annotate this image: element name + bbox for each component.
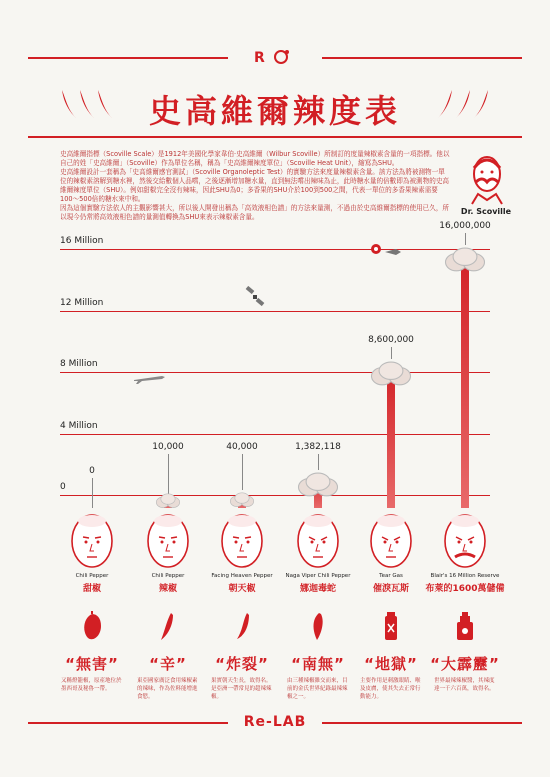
- face-icon: [140, 507, 196, 573]
- item-description: 東亞國家廣泛食用辣椒素的辣味，作為佐料能增進食慾。: [137, 678, 198, 700]
- airplane-icon: [132, 372, 166, 384]
- data-label: 8,600,000: [368, 334, 414, 345]
- intro-paragraph: 史高維爾指標（Scoville Scale）是1912年美國化學家韋伯·史高維爾（Wilbur Scoville）所制訂的度量辣椒素含量的一項指標。他以自己的姓「史高維爾」（Scoville）作為單位名稱，稱為「史高維爾辣度單位」（Scoville Heat Unit），縮寫為SHU。: [60, 150, 450, 167]
- item-description: 果實朝天生長，故得名。是亞洲一帶常見的超辣辣椒。: [211, 678, 272, 700]
- item-chinese-name: 辣椒: [158, 584, 177, 594]
- sauce-bottle-icon: [452, 610, 478, 642]
- top-rule-right: [322, 57, 522, 59]
- heat-beam-bar: [461, 249, 469, 508]
- dr-scoville-portrait-icon: [462, 150, 512, 206]
- explosion-cloud-icon: [296, 472, 340, 498]
- face-icon: [437, 507, 493, 573]
- explosion-cloud-icon: [369, 361, 413, 387]
- y-tick-label: 8 Million: [60, 359, 98, 369]
- bottom-rule-right: [322, 722, 522, 724]
- heat-verdict: “南無”: [291, 655, 345, 673]
- y-tick-label: 12 Million: [60, 298, 104, 308]
- gridline-0: [60, 495, 490, 496]
- item-chinese-name: 布萊的1600萬儲備: [425, 584, 505, 594]
- data-label: 16,000,000: [439, 221, 491, 231]
- face-icon: [290, 507, 346, 573]
- value-leader-line: [465, 233, 466, 245]
- item-english-name: Chili Pepper: [151, 573, 185, 579]
- explosion-cloud-icon: [443, 247, 487, 273]
- chili-pepper-icon: [229, 610, 255, 642]
- face-icon: [363, 507, 419, 573]
- face-icon: [214, 507, 270, 573]
- data-label: 40,000: [226, 442, 258, 452]
- item-chinese-name: 朝天椒: [228, 584, 256, 594]
- value-leader-line: [318, 454, 319, 470]
- y-tick-label: 16 Million: [60, 236, 104, 246]
- chili-pepper-icon: [305, 610, 331, 642]
- data-label: 0: [89, 466, 95, 476]
- chili-decoration-right-icon: [432, 86, 492, 122]
- intro-paragraph: 因為這個實驗方法依人的主觀影響甚大，所以後人開發出稱為「高效液相色譜」的方法來量測，不過由於史高維爾指標的使用已久，所以現今仍常將高效液相色譜的量測值轉換為SHU來表示辣椒素含量。: [60, 204, 450, 221]
- face-icon: [64, 507, 120, 573]
- portrait-label: Dr. Scoville: [460, 207, 512, 216]
- intro-paragraph: 史高維爾設計一套稱為「史高維爾感官測試」（Scoville Organoleptic Test）的實驗方法來度量辣椒素含量。該方法為將被測物一單位的辣椒素溶解到糖水裡，然後交給數個人品嚐，之後逐漸增加糖水量，直到無法嚐出辣味為止，此時糖水量的倍數即為被測物的史高維爾辣度單位（SHU）。例如甜椒完全沒有辣味，因此SHU為0；多香果的SHU介於100到500之間，代表一單位的多香果辣素需要100～500倍的糖水來中和。: [60, 168, 450, 203]
- item-chinese-name: 娜迦毒蛇: [299, 584, 336, 594]
- page-title: 史高維爾辣度表: [148, 92, 401, 130]
- svg-text:R: R: [254, 50, 265, 65]
- item-chinese-name: 甜椒: [82, 584, 101, 594]
- item-description: 世界最辣辣椒醬，其辣度達一千六百萬，故得名。: [434, 678, 495, 692]
- item-description: 又稱燈籠椒，原產地位於墨西哥及秘魯一帶。: [61, 678, 122, 692]
- y-tick-label: 4 Million: [60, 421, 98, 431]
- logo-bottom: Re-LAB: [243, 714, 307, 730]
- gridline-16m: [60, 249, 490, 250]
- item-english-name: Blair's 16 Million Reserve: [430, 573, 500, 579]
- explosion-cloud-icon: [229, 492, 255, 508]
- item-english-name: Facing Heaven Pepper: [211, 573, 273, 579]
- chili-pepper-icon: [79, 610, 105, 642]
- value-leader-line: [391, 347, 392, 359]
- item-english-name: Chili Pepper: [75, 573, 109, 579]
- value-leader-line: [242, 454, 243, 490]
- data-label: 10,000: [152, 442, 184, 452]
- alien-spaceship-icon: [370, 243, 382, 255]
- item-english-name: Naga Viper Chili Pepper: [285, 573, 351, 579]
- top-rule-left: [28, 57, 228, 59]
- data-label: 1,382,118: [295, 442, 341, 452]
- heat-verdict: “大霹靂”: [430, 655, 500, 673]
- value-leader-line: [92, 478, 93, 508]
- rocket-icon: [384, 247, 402, 257]
- gridline-8m: [60, 372, 490, 373]
- heat-verdict: “無害”: [65, 655, 119, 673]
- title-underline: [28, 136, 522, 138]
- tear-gas-canister-icon: [378, 610, 404, 642]
- item-description: 主要作用是刺激眼睛、喉及皮膚，使其失去正常行動能力。: [360, 678, 421, 700]
- gridline-12m: [60, 311, 490, 312]
- intro-text: [60, 150, 450, 222]
- item-english-name: Tear Gas: [379, 573, 403, 579]
- satellite-icon: [244, 286, 266, 308]
- relab-mark-icon: [254, 49, 296, 65]
- heat-verdict: “辛”: [149, 655, 187, 673]
- item-description: 由三種辣椒雜交而來，目前的金氏世界紀錄最辣辣椒之一。: [287, 678, 348, 700]
- y-tick-label: 0: [60, 482, 66, 492]
- heat-verdict: “炸裂”: [215, 655, 269, 673]
- logo-top: [254, 49, 296, 65]
- heat-verdict: “地獄”: [364, 655, 418, 673]
- chili-pepper-icon: [155, 610, 181, 642]
- gridline-4m: [60, 434, 490, 435]
- item-chinese-name: 催淚瓦斯: [372, 584, 409, 594]
